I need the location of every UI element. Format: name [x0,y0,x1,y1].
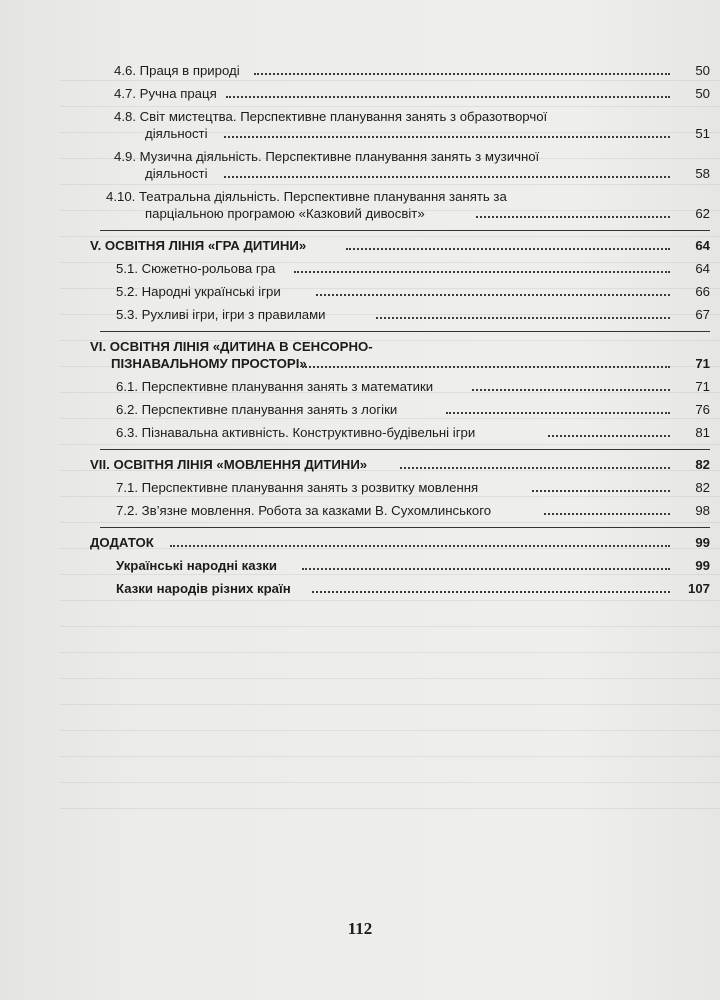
toc-entry-title: Казки народів різних країн [116,581,291,596]
toc-entry-title-cont: парціальною програмою «Казковий дивосвіт» [145,206,425,221]
dot-leader [224,136,670,138]
toc-entry [114,62,710,79]
section-heading-page: 71 [695,356,710,371]
toc-entry [116,401,710,418]
toc-entry-title: 6.2. Перспективне планування занять з логіки [116,402,398,417]
toc-section-heading [90,534,710,551]
toc-entry [116,283,710,300]
dot-leader [224,176,670,178]
toc-entry-page: 67 [695,307,710,322]
toc-entry-title-cont: діяльності [145,166,208,181]
dot-leader [400,467,670,469]
toc-entry-page: 81 [695,425,710,440]
toc-entry-page: 58 [695,166,710,181]
toc-entry-page: 76 [695,402,710,417]
section-heading-page: 64 [695,238,710,253]
toc-entry-title: 5.3. Рухливі ігри, ігри з правилами [116,307,326,322]
toc-entry [114,148,710,182]
toc-entry [116,306,710,323]
dot-leader [302,568,670,570]
section-divider [100,230,710,231]
section-heading-title: V. ОСВІТНЯ ЛІНІЯ «ГРА ДИТИНИ» [90,238,307,253]
toc-entry-title: 7.1. Перспективне планування занять з розвитку мовлення [116,480,479,495]
toc-entry-title: 4.9. Музична діяльність. Перспективне планування занять з музичної [114,149,540,164]
toc-section-heading [90,456,710,473]
section-heading-title: ДОДАТОК [90,535,154,550]
toc-entry-page: 66 [695,284,710,299]
toc-entry-title: 6.3. Пізнавальна активність. Конструктивно-будівельні ігри [116,425,476,440]
dot-leader [226,96,670,98]
toc-entry [106,188,710,222]
section-divider [100,449,710,450]
dot-leader [294,271,670,273]
toc-entry [116,424,710,441]
dot-leader [316,294,670,296]
dot-leader [446,412,670,414]
toc-entry-title-cont: діяльності [145,126,208,141]
toc-entry-page: 98 [695,503,710,518]
toc-entry [116,502,710,519]
toc-entry-title: 4.7. Ручна праця [114,86,217,101]
toc-entry-title: 4.6. Праця в природі [114,63,240,78]
toc-entry-page: 50 [695,63,710,78]
toc-entry-title: 6.1. Перспективне планування занять з математики [116,379,434,394]
toc-entry-title: 5.2. Народні українські ігри [116,284,281,299]
toc-entry-title: 4.8. Світ мистецтва. Перспективне планування занять з образотворчої [114,109,548,124]
toc-entry-page: 62 [695,206,710,221]
toc-entry [114,108,710,142]
toc-entry-page: 82 [695,480,710,495]
toc-entry [116,557,710,574]
toc-entry [114,85,710,102]
dot-leader [254,73,670,75]
page-number: 112 [347,919,373,938]
toc-entry-page: 107 [687,581,710,596]
dot-leader [476,216,670,218]
dot-leader [302,366,670,368]
dot-leader [544,513,670,515]
section-heading-page: 82 [695,457,710,472]
toc-entry-title: 4.10. Театральна діяльність. Перспективне планування занять за [106,189,507,204]
toc-section-heading [90,338,710,372]
section-heading-title: VII. ОСВІТНЯ ЛІНІЯ «МОВЛЕННЯ ДИТИНИ» [90,457,368,472]
section-divider [100,527,710,528]
toc-entry [116,378,710,395]
toc-entry [116,580,710,597]
toc-entry-title: 5.1. Сюжетно-рольова гра [116,261,276,276]
table-of-contents [90,62,710,603]
section-divider [100,331,710,332]
toc-entry-page: 71 [695,379,710,394]
dot-leader [376,317,670,319]
section-heading-page: 99 [695,535,710,550]
toc-entry-title: 7.2. Зв’язне мовлення. Робота за казками В. Сухомлинського [116,503,492,518]
dot-leader [472,389,670,391]
toc-entry-page: 51 [695,126,710,141]
toc-entry-page: 64 [695,261,710,276]
section-heading-title: VI. ОСВІТНЯ ЛІНІЯ «ДИТИНА В СЕНСОРНО- [90,339,373,354]
toc-entry [116,479,710,496]
dot-leader [548,435,670,437]
dot-leader [346,248,670,250]
toc-section-heading [90,237,710,254]
toc-entry-page: 50 [695,86,710,101]
dot-leader [170,545,670,547]
toc-entry-title: Українські народні казки [116,558,277,573]
toc-entry [116,260,710,277]
dot-leader [312,591,670,593]
toc-entry-page: 99 [695,558,710,573]
section-heading-title-cont: ПІЗНАВАЛЬНОМУ ПРОСТОРІ» [111,356,307,371]
dot-leader [532,490,670,492]
